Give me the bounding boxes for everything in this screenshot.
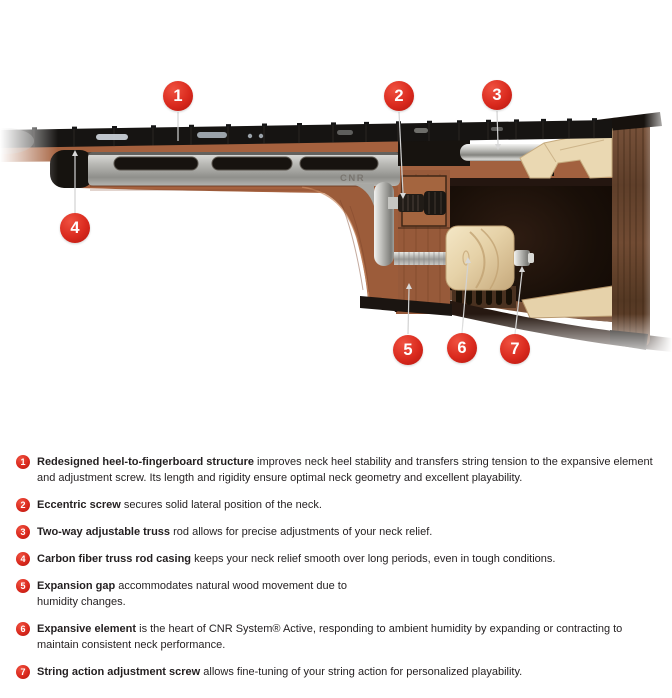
legend-item-3 xyxy=(16,524,656,540)
legend-badge-2: 2 xyxy=(16,498,30,512)
legend-text-4 xyxy=(37,551,555,567)
legend-description-2: secures solid lateral position of the neck. xyxy=(120,499,322,511)
legend-description-4: keeps your neck relief smooth over long periods, even in tough conditions. xyxy=(191,553,556,565)
legend-description-6: is the heart of CNR System® Active, responding to ambient humidity by expanding or contracting to maintain consistent neck performance. xyxy=(37,623,623,651)
legend-term-6: Expansive element xyxy=(37,623,137,635)
legend-text-6 xyxy=(37,621,656,653)
legend-text-3 xyxy=(37,524,432,540)
legend-item-5 xyxy=(16,578,656,610)
legend-description-1: improves neck heel stability and transfers string tension to the expansive element and adjustment screw. Its length and rigidity ensure optimal neck geometry and excellent playability. xyxy=(37,456,653,484)
callout-2: 2 xyxy=(384,81,414,111)
legend-term-7: String action adjustment screw xyxy=(37,666,201,678)
legend-text-7 xyxy=(37,664,522,680)
callout-5: 5 xyxy=(393,335,423,365)
legend-badge-3: 3 xyxy=(16,525,30,539)
legend-term-2: Eccentric screw xyxy=(37,499,121,511)
callout-7: 7 xyxy=(500,334,530,364)
callout-4: 4 xyxy=(60,213,90,243)
legend-badge-6: 6 xyxy=(16,622,30,636)
callout-6: 6 xyxy=(447,333,477,363)
expansive-element xyxy=(446,226,514,290)
legend-badge-1: 1 xyxy=(16,455,30,469)
legend-text-1 xyxy=(37,454,656,486)
legend-item-6 xyxy=(16,621,656,653)
legend-text-2 xyxy=(37,497,322,513)
legend xyxy=(0,430,672,680)
legend-badge-4: 4 xyxy=(16,552,30,566)
legend-badge-5: 5 xyxy=(16,579,30,593)
callout-1: 1 xyxy=(163,81,193,111)
legend-term-4: Carbon fiber truss rod casing xyxy=(37,553,192,565)
legend-description-7: allows fine-tuning of your string action for personalized playability. xyxy=(200,666,523,678)
legend-term-3: Two-way adjustable truss xyxy=(37,526,171,538)
legend-text-5 xyxy=(37,578,389,610)
cnr-embossed-label: CNR xyxy=(340,173,366,184)
threaded-rod xyxy=(394,252,452,265)
legend-term-5: Expansion gap xyxy=(37,580,116,592)
legend-item-2 xyxy=(16,497,656,513)
legend-term-1: Redesigned heel-to-fingerboard structure xyxy=(37,456,254,468)
legend-badge-7: 7 xyxy=(16,665,30,679)
callout-3: 3 xyxy=(482,80,512,110)
legend-description-3: rod allows for precise adjustments of your neck relief. xyxy=(170,526,433,538)
legend-item-4 xyxy=(16,551,656,567)
legend-item-7 xyxy=(16,664,656,680)
legend-item-1 xyxy=(16,454,656,486)
legend-description-5: accommodates natural wood movement due to humidity changes. xyxy=(37,580,347,608)
